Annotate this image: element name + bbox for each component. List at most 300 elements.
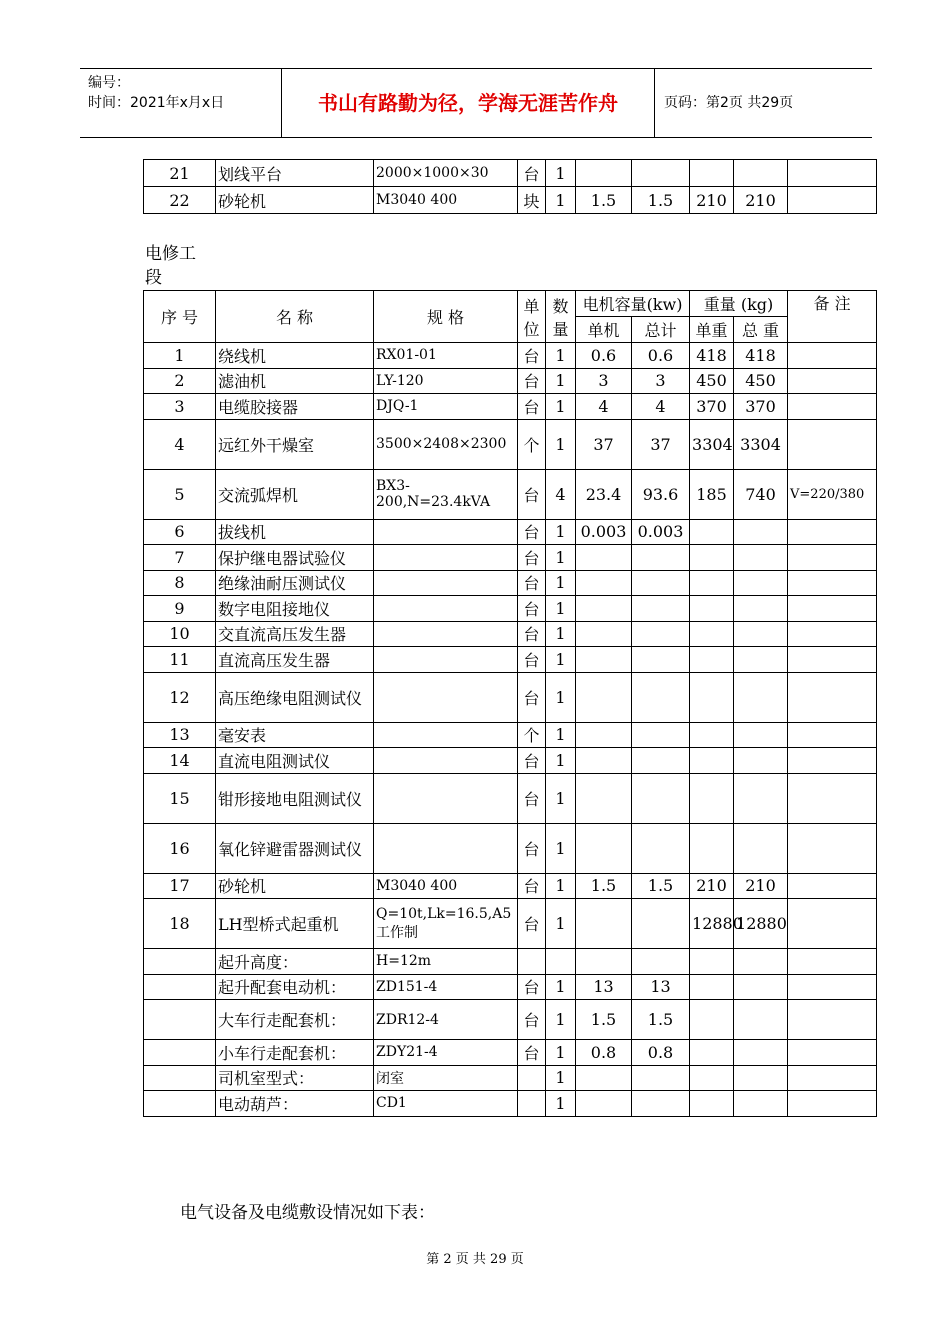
power-single-cell: [576, 570, 632, 596]
power-total-cell: [632, 773, 690, 823]
weight-total-cell: [734, 748, 788, 774]
equipment-name-cell: 电缆胶接器: [216, 394, 374, 420]
weight-single-cell: [690, 722, 734, 748]
equipment-name-cell: 毫安表: [216, 722, 374, 748]
equipment-name-cell: 直流电阻测试仪: [216, 748, 374, 774]
unit-cell: 台: [518, 873, 546, 899]
table-row: [144, 596, 877, 622]
quantity-cell: 1: [546, 343, 576, 369]
document-number-label: 编号：: [88, 75, 130, 91]
quantity-cell: 1: [546, 368, 576, 394]
remark-cell: [788, 873, 877, 899]
remark-cell: [788, 1000, 877, 1040]
weight-total-cell: 450: [734, 368, 788, 394]
electrical-workshop-equipment-table: [143, 290, 877, 1117]
power-single-cell: [576, 545, 632, 571]
table-row: [144, 974, 877, 1000]
table-row: [144, 343, 877, 369]
table-row: [144, 823, 877, 873]
remark-cell: [788, 773, 877, 823]
equipment-name-cell: 保护继电器试验仪: [216, 545, 374, 571]
remark-cell: [788, 899, 877, 949]
power-total-cell: [632, 748, 690, 774]
power-total-cell: [632, 621, 690, 647]
weight-total-cell: 210: [734, 187, 788, 214]
equipment-name-cell: 氧化锌避雷器测试仪: [216, 823, 374, 873]
row-number-cell: 8: [144, 570, 216, 596]
unit-cell: [518, 949, 546, 975]
equipment-spec-cell: RX01-01: [374, 343, 518, 369]
weight-single-cell: 418: [690, 343, 734, 369]
weight-total-cell: [734, 1040, 788, 1066]
document-time-label: 时间：2021年x月x日: [88, 95, 225, 111]
weight-total-cell: [734, 823, 788, 873]
row-number-cell: 6: [144, 519, 216, 545]
quantity-cell: 1: [546, 1040, 576, 1066]
equipment-name-cell: 钳形接地电阻测试仪: [216, 773, 374, 823]
weight-single-cell: [690, 647, 734, 673]
power-single-cell: 1.5: [576, 187, 632, 214]
remark-cell: [788, 368, 877, 394]
table-row: [144, 419, 877, 469]
unit-cell: 台: [518, 1040, 546, 1066]
table-row: [144, 621, 877, 647]
header-unit: 单位: [518, 291, 546, 343]
equipment-spec-cell: LY-120: [374, 368, 518, 394]
weight-single-cell: 185: [690, 469, 734, 519]
power-single-cell: [576, 748, 632, 774]
table-row: [144, 1091, 877, 1117]
power-total-cell: 3: [632, 368, 690, 394]
remark-cell: [788, 596, 877, 622]
power-single-cell: [576, 722, 632, 748]
header-spec: 规 格: [374, 291, 518, 343]
header-no: 序 号: [144, 291, 216, 343]
table-row: [144, 368, 877, 394]
weight-total-cell: [734, 1000, 788, 1040]
row-number-cell: 14: [144, 748, 216, 774]
table-row: [144, 899, 877, 949]
header-capacity: 电机容量(kw): [576, 291, 690, 317]
weight-total-cell: [734, 672, 788, 722]
remark-cell: [788, 187, 877, 214]
power-total-cell: [632, 545, 690, 571]
row-number-cell: 5: [144, 469, 216, 519]
table-row: [144, 545, 877, 571]
quantity-cell: 1: [546, 722, 576, 748]
power-total-cell: [632, 596, 690, 622]
table-row: [144, 187, 877, 214]
remark-cell: [788, 160, 877, 187]
weight-single-cell: [690, 545, 734, 571]
unit-cell: 台: [518, 160, 546, 187]
remark-cell: [788, 394, 877, 420]
row-number-cell: 18: [144, 899, 216, 949]
row-number-cell: 15: [144, 773, 216, 823]
power-single-cell: [576, 823, 632, 873]
table-row: [144, 1040, 877, 1066]
remark-cell: [788, 1040, 877, 1066]
weight-total-cell: [734, 722, 788, 748]
quantity-cell: 1: [546, 873, 576, 899]
equipment-spec-cell: [374, 722, 518, 748]
equipment-spec-cell: H=12m: [374, 949, 518, 975]
row-number-cell: [144, 949, 216, 975]
table-row: [144, 748, 877, 774]
row-number-cell: [144, 1040, 216, 1066]
quantity-cell: 1: [546, 519, 576, 545]
equipment-spec-cell: 2000×1000×30: [374, 160, 518, 187]
weight-single-cell: [690, 1040, 734, 1066]
header-page-label: 页码：第2页 共29页: [664, 95, 794, 111]
weight-total-cell: [734, 773, 788, 823]
equipment-name-cell: 司机室型式：: [216, 1065, 374, 1091]
row-number-cell: 7: [144, 545, 216, 571]
weight-single-cell: [690, 596, 734, 622]
equipment-name-cell: 拔线机: [216, 519, 374, 545]
row-number-cell: 12: [144, 672, 216, 722]
row-number-cell: 10: [144, 621, 216, 647]
weight-single-cell: 210: [690, 873, 734, 899]
power-single-cell: 0.8: [576, 1040, 632, 1066]
remark-cell: [788, 672, 877, 722]
power-total-cell: 13: [632, 974, 690, 1000]
equipment-name-cell: 起升高度：: [216, 949, 374, 975]
power-single-cell: [576, 621, 632, 647]
unit-cell: 台: [518, 570, 546, 596]
quantity-cell: 1: [546, 187, 576, 214]
weight-total-cell: [734, 570, 788, 596]
unit-cell: 个: [518, 419, 546, 469]
unit-cell: 台: [518, 469, 546, 519]
equipment-spec-cell: Q=10t,Lk=16.5,A5工作制: [374, 899, 518, 949]
remark-cell: [788, 949, 877, 975]
quantity-cell: 1: [546, 545, 576, 571]
unit-cell: 台: [518, 899, 546, 949]
remark-cell: [788, 1065, 877, 1091]
quantity-cell: 1: [546, 974, 576, 1000]
remark-cell: [788, 621, 877, 647]
power-total-cell: [632, 647, 690, 673]
equipment-spec-cell: [374, 823, 518, 873]
header-remark: 备 注: [788, 291, 877, 343]
unit-cell: 台: [518, 748, 546, 774]
table-row: [144, 519, 877, 545]
quantity-cell: [546, 949, 576, 975]
power-single-cell: 1.5: [576, 873, 632, 899]
power-total-cell: [632, 1065, 690, 1091]
table-note: 电气设备及电缆敷设情况如下表：: [180, 1203, 435, 1223]
quantity-cell: 1: [546, 748, 576, 774]
power-total-cell: [632, 949, 690, 975]
row-number-cell: 4: [144, 419, 216, 469]
unit-cell: 台: [518, 647, 546, 673]
power-total-cell: 1.5: [632, 1000, 690, 1040]
equipment-spec-cell: [374, 672, 518, 722]
remark-cell: [788, 823, 877, 873]
row-number-cell: 22: [144, 187, 216, 214]
header-cap-single: 单机: [576, 317, 632, 343]
header-qty: 数量: [546, 291, 576, 343]
quantity-cell: 1: [546, 672, 576, 722]
remark-cell: [788, 419, 877, 469]
weight-single-cell: 3304: [690, 419, 734, 469]
weight-total-cell: 3304: [734, 419, 788, 469]
quantity-cell: 1: [546, 647, 576, 673]
quantity-cell: 1: [546, 621, 576, 647]
quantity-cell: 4: [546, 469, 576, 519]
row-number-cell: [144, 1000, 216, 1040]
header-meta: [80, 69, 282, 137]
table-row: [144, 647, 877, 673]
table-row: [144, 160, 877, 187]
equipment-name-cell: 电动葫芦：: [216, 1091, 374, 1117]
row-number-cell: 2: [144, 368, 216, 394]
quantity-cell: 1: [546, 596, 576, 622]
unit-cell: [518, 1091, 546, 1117]
power-total-cell: [632, 160, 690, 187]
equipment-spec-cell: [374, 621, 518, 647]
remark-cell: [788, 519, 877, 545]
table-row: [144, 873, 877, 899]
weight-single-cell: [690, 570, 734, 596]
weight-single-cell: 210: [690, 187, 734, 214]
remark-cell: [788, 974, 877, 1000]
weight-total-cell: [734, 519, 788, 545]
power-total-cell: [632, 823, 690, 873]
weight-single-cell: [690, 672, 734, 722]
equipment-name-cell: 绕线机: [216, 343, 374, 369]
table-row: [144, 394, 877, 420]
equipment-spec-cell: [374, 545, 518, 571]
weight-single-cell: 12880: [690, 899, 734, 949]
equipment-name-cell: 小车行走配套机：: [216, 1040, 374, 1066]
remark-cell: [788, 1091, 877, 1117]
page-header: [80, 68, 872, 138]
power-single-cell: [576, 949, 632, 975]
quantity-cell: 1: [546, 1000, 576, 1040]
quantity-cell: 1: [546, 419, 576, 469]
power-total-cell: 0.8: [632, 1040, 690, 1066]
equipment-spec-cell: BX3-200,N=23.4kVA: [374, 469, 518, 519]
table-row: [144, 1065, 877, 1091]
weight-total-cell: [734, 647, 788, 673]
quantity-cell: 1: [546, 570, 576, 596]
weight-total-cell: 12880: [734, 899, 788, 949]
weight-single-cell: [690, 1091, 734, 1117]
power-single-cell: [576, 596, 632, 622]
weight-single-cell: 370: [690, 394, 734, 420]
weight-total-cell: 370: [734, 394, 788, 420]
weight-total-cell: [734, 974, 788, 1000]
equipment-name-cell: 起升配套电动机：: [216, 974, 374, 1000]
section-title: 电修工段: [145, 244, 196, 288]
equipment-spec-cell: [374, 647, 518, 673]
equipment-spec-cell: ZDR12-4: [374, 1000, 518, 1040]
power-single-cell: 1.5: [576, 1000, 632, 1040]
weight-single-cell: [690, 748, 734, 774]
power-total-cell: 93.6: [632, 469, 690, 519]
row-number-cell: [144, 1091, 216, 1117]
power-total-cell: 1.5: [632, 873, 690, 899]
equipment-spec-cell: DJQ-1: [374, 394, 518, 420]
quantity-cell: 1: [546, 823, 576, 873]
equipment-name-cell: 绝缘油耐压测试仪: [216, 570, 374, 596]
weight-single-cell: [690, 519, 734, 545]
quantity-cell: 1: [546, 160, 576, 187]
weight-single-cell: [690, 621, 734, 647]
unit-cell: 块: [518, 187, 546, 214]
table-row: [144, 570, 877, 596]
weight-total-cell: [734, 621, 788, 647]
weight-total-cell: [734, 1065, 788, 1091]
weight-total-cell: [734, 1091, 788, 1117]
row-number-cell: 17: [144, 873, 216, 899]
equipment-name-cell: 滤油机: [216, 368, 374, 394]
unit-cell: 台: [518, 672, 546, 722]
equipment-spec-cell: [374, 596, 518, 622]
equipment-name-cell: 大车行走配套机：: [216, 1000, 374, 1040]
unit-cell: 台: [518, 343, 546, 369]
unit-cell: 台: [518, 1000, 546, 1040]
quantity-cell: 1: [546, 1065, 576, 1091]
table-row: [144, 672, 877, 722]
power-single-cell: [576, 773, 632, 823]
table-row: [144, 722, 877, 748]
equipment-name-cell: 交流弧焊机: [216, 469, 374, 519]
row-number-cell: 1: [144, 343, 216, 369]
equipment-spec-cell: [374, 748, 518, 774]
power-single-cell: [576, 647, 632, 673]
equipment-table-continued: [143, 159, 877, 214]
row-number-cell: 21: [144, 160, 216, 187]
weight-single-cell: [690, 160, 734, 187]
power-total-cell: 0.6: [632, 343, 690, 369]
unit-cell: 台: [518, 823, 546, 873]
power-total-cell: [632, 672, 690, 722]
remark-cell: [788, 647, 877, 673]
row-number-cell: 16: [144, 823, 216, 873]
row-number-cell: 9: [144, 596, 216, 622]
row-number-cell: [144, 1065, 216, 1091]
equipment-name-cell: 交直流高压发生器: [216, 621, 374, 647]
equipment-name-cell: LH型桥式起重机: [216, 899, 374, 949]
weight-single-cell: [690, 1065, 734, 1091]
page-footer: 第 2 页 共 29 页: [426, 1252, 524, 1267]
power-single-cell: 4: [576, 394, 632, 420]
power-total-cell: 0.003: [632, 519, 690, 545]
row-number-cell: 11: [144, 647, 216, 673]
equipment-spec-cell: [374, 570, 518, 596]
weight-single-cell: [690, 974, 734, 1000]
table-row: [144, 773, 877, 823]
power-total-cell: [632, 899, 690, 949]
row-number-cell: 13: [144, 722, 216, 748]
power-total-cell: [632, 570, 690, 596]
equipment-spec-cell: M3040 400: [374, 187, 518, 214]
header-weight-total: 总 重: [734, 317, 788, 343]
power-single-cell: 23.4: [576, 469, 632, 519]
quantity-cell: 1: [546, 1091, 576, 1117]
power-single-cell: [576, 1091, 632, 1117]
weight-single-cell: [690, 823, 734, 873]
weight-total-cell: [734, 949, 788, 975]
remark-cell: [788, 570, 877, 596]
unit-cell: 台: [518, 621, 546, 647]
table-row: [144, 1000, 877, 1040]
unit-cell: 个: [518, 722, 546, 748]
equipment-spec-cell: 3500×2408×2300: [374, 419, 518, 469]
equipment-spec-cell: [374, 519, 518, 545]
quantity-cell: 1: [546, 394, 576, 420]
weight-single-cell: [690, 949, 734, 975]
header-weight-single: 单重: [690, 317, 734, 343]
weight-total-cell: [734, 160, 788, 187]
power-total-cell: [632, 722, 690, 748]
equipment-name-cell: 远红外干燥室: [216, 419, 374, 469]
unit-cell: 台: [518, 974, 546, 1000]
table-row: [144, 469, 877, 519]
weight-total-cell: [734, 596, 788, 622]
row-number-cell: [144, 974, 216, 1000]
unit-cell: 台: [518, 545, 546, 571]
weight-total-cell: [734, 545, 788, 571]
equipment-name-cell: 高压绝缘电阻测试仪: [216, 672, 374, 722]
remark-cell: [788, 722, 877, 748]
equipment-spec-cell: ZDY21-4: [374, 1040, 518, 1066]
header-cap-total: 总计: [632, 317, 690, 343]
power-single-cell: 13: [576, 974, 632, 1000]
equipment-name-cell: 砂轮机: [216, 873, 374, 899]
unit-cell: 台: [518, 773, 546, 823]
unit-cell: 台: [518, 368, 546, 394]
equipment-spec-cell: CD1: [374, 1091, 518, 1117]
power-single-cell: 0.6: [576, 343, 632, 369]
power-single-cell: 0.003: [576, 519, 632, 545]
unit-cell: [518, 1065, 546, 1091]
power-single-cell: [576, 1065, 632, 1091]
equipment-name-cell: 砂轮机: [216, 187, 374, 214]
header-slogan: 书山有路勤为径，学海无涯苦作舟: [282, 69, 655, 137]
weight-total-cell: 418: [734, 343, 788, 369]
weight-total-cell: 210: [734, 873, 788, 899]
header-name: 名 称: [216, 291, 374, 343]
equipment-name-cell: 划线平台: [216, 160, 374, 187]
weight-single-cell: [690, 1000, 734, 1040]
remark-cell: [788, 748, 877, 774]
header-weight: 重量 (kg): [690, 291, 788, 317]
power-single-cell: [576, 899, 632, 949]
power-total-cell: [632, 1091, 690, 1117]
remark-cell: [788, 343, 877, 369]
equipment-name-cell: 数字电阻接地仪: [216, 596, 374, 622]
equipment-spec-cell: M3040 400: [374, 873, 518, 899]
quantity-cell: 1: [546, 773, 576, 823]
unit-cell: 台: [518, 596, 546, 622]
unit-cell: 台: [518, 519, 546, 545]
remark-cell: V=220/380: [788, 469, 877, 519]
power-single-cell: 37: [576, 419, 632, 469]
power-single-cell: 3: [576, 368, 632, 394]
equipment-spec-cell: [374, 773, 518, 823]
row-number-cell: 3: [144, 394, 216, 420]
equipment-spec-cell: 闭室: [374, 1065, 518, 1091]
weight-single-cell: 450: [690, 368, 734, 394]
equipment-name-cell: 直流高压发生器: [216, 647, 374, 673]
power-total-cell: 1.5: [632, 187, 690, 214]
weight-total-cell: 740: [734, 469, 788, 519]
equipment-spec-cell: ZD151-4: [374, 974, 518, 1000]
